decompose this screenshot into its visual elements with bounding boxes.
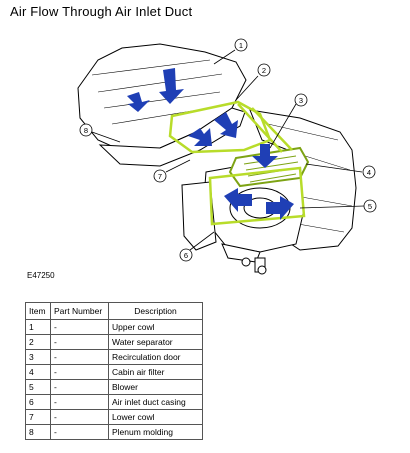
callout-label: 7 <box>157 172 163 181</box>
item-cell: 7 <box>26 410 51 425</box>
description-cell: Recirculation door <box>109 350 203 365</box>
table-row <box>26 410 203 425</box>
part-number-cell: - <box>51 350 109 365</box>
table-row <box>26 380 203 395</box>
part-number-cell: - <box>51 335 109 350</box>
item-cell: 8 <box>26 425 51 440</box>
description-cell: Upper cowl <box>109 320 203 335</box>
table-row <box>26 395 203 410</box>
part-number-cell: - <box>51 320 109 335</box>
callout-label: 3 <box>298 96 304 105</box>
callout-label: 4 <box>366 168 372 177</box>
table-row <box>26 350 203 365</box>
part-number-cell: - <box>51 365 109 380</box>
description-cell: Water separator <box>109 335 203 350</box>
figure-id: E47250 <box>27 271 55 280</box>
description-cell: Blower <box>109 380 203 395</box>
column-header-item: Item <box>26 303 51 320</box>
description-cell: Lower cowl <box>109 410 203 425</box>
table-row <box>26 320 203 335</box>
table-header-row <box>26 303 203 320</box>
callout-label: 8 <box>83 126 89 135</box>
table-row <box>26 335 203 350</box>
page-title: Air Flow Through Air Inlet Duct <box>10 4 193 19</box>
column-header-part-number: Part Number <box>51 303 109 320</box>
parts-table <box>25 302 203 440</box>
item-cell: 5 <box>26 380 51 395</box>
description-cell: Air inlet duct casing <box>109 395 203 410</box>
table-row <box>26 425 203 440</box>
description-cell: Plenum molding <box>109 425 203 440</box>
callout-label: 5 <box>367 202 373 211</box>
callout-label: 6 <box>183 251 189 260</box>
part-number-cell: - <box>51 395 109 410</box>
item-cell: 4 <box>26 365 51 380</box>
item-cell: 2 <box>26 335 51 350</box>
part-number-cell: - <box>51 425 109 440</box>
table-row <box>26 365 203 380</box>
air-inlet-duct-diagram <box>0 22 410 284</box>
callout-label: 2 <box>261 66 267 75</box>
description-cell: Cabin air filter <box>109 365 203 380</box>
part-number-cell: - <box>51 380 109 395</box>
callout-label: 1 <box>238 41 244 50</box>
column-header-description: Description <box>109 303 203 320</box>
item-cell: 3 <box>26 350 51 365</box>
item-cell: 6 <box>26 395 51 410</box>
part-number-cell: - <box>51 410 109 425</box>
item-cell: 1 <box>26 320 51 335</box>
